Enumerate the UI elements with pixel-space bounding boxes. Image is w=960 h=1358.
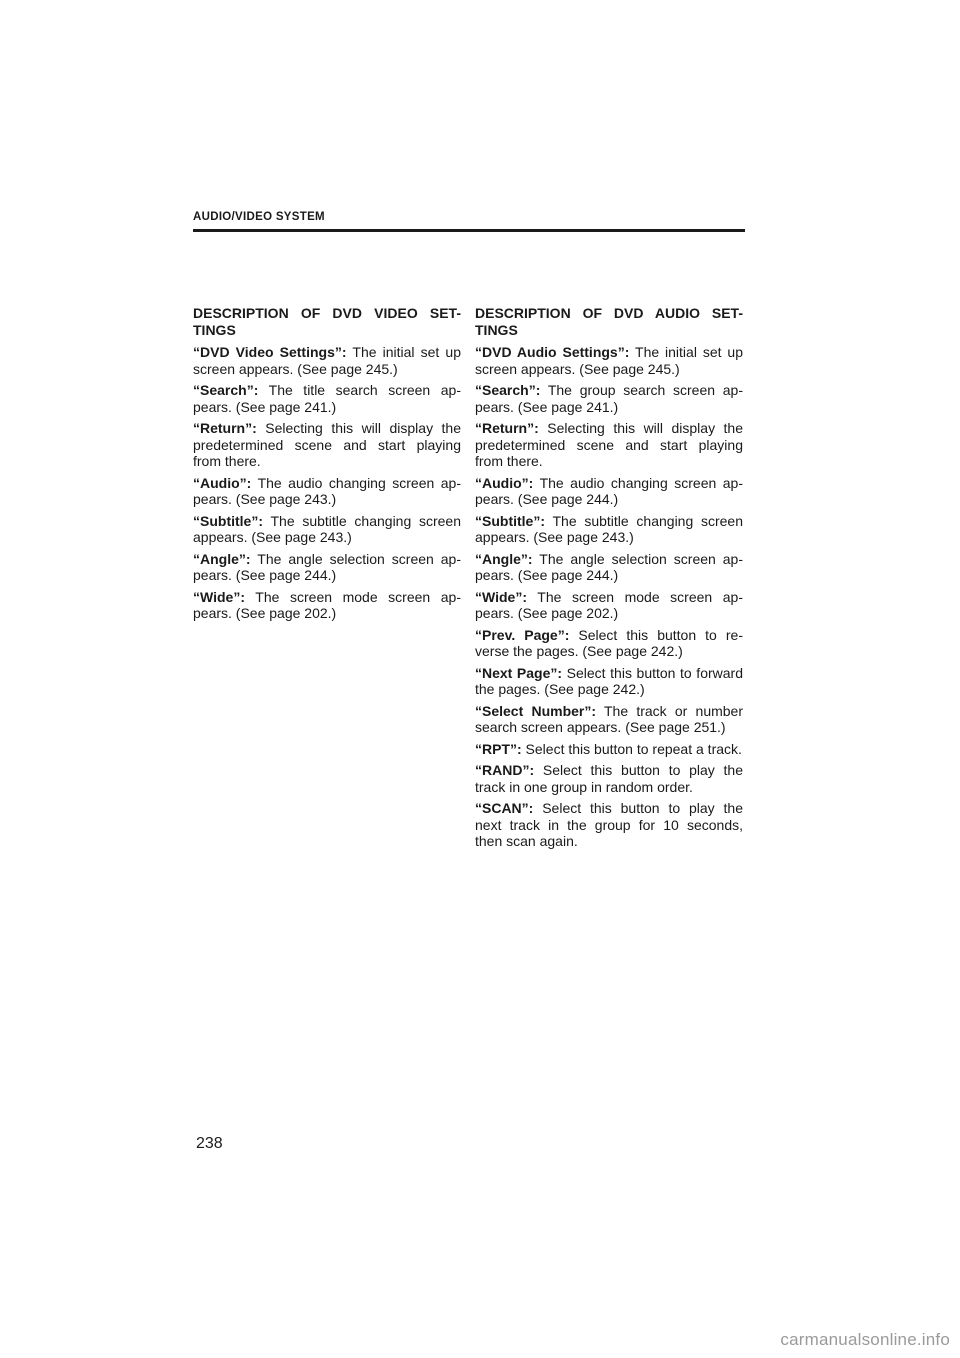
entry-text: The audio changing screen ap-pears. (See page 244.): [475, 474, 743, 507]
entry-wide: [475, 589, 743, 622]
entry-term: “Next Page”:: [475, 664, 563, 681]
entry-select-number: [475, 703, 743, 736]
entry-text: The screen mode screen ap-pears. (See page 202.): [193, 588, 461, 621]
entry-dvd-audio-settings: [475, 344, 743, 377]
entry-text: The title search screen ap-pears. (See page 241.): [193, 382, 461, 415]
entry-term: “Subtitle”:: [475, 512, 545, 529]
entry-rand: [475, 762, 743, 795]
entry-prev-page: [475, 627, 743, 660]
entry-term: “Subtitle”:: [193, 512, 263, 529]
entry-term: “Wide”:: [475, 588, 527, 605]
header-rule: [193, 229, 745, 232]
watermark: carmanualsonline.info: [780, 1330, 950, 1349]
entry-text: Select this button to re-verse the pages. (See page 242.): [475, 626, 743, 659]
entry-rpt: [475, 741, 743, 758]
dvd-audio-entries: [475, 344, 743, 850]
entry-angle: [193, 551, 461, 584]
entry-text: Selecting this will display the predetermined scene and start playing from there.: [475, 420, 743, 469]
entry-term: “DVD Audio Settings”:: [475, 344, 630, 360]
entry-angle: [475, 551, 743, 584]
entry-term: “Select Number”:: [475, 702, 597, 719]
page-number: 238: [196, 1135, 223, 1152]
page-header: [193, 208, 745, 232]
entry-text: The group search screen ap-pears. (See page 241.): [475, 382, 743, 415]
dvd-video-settings-column: [193, 305, 461, 627]
entry-term: “Search”:: [475, 382, 541, 398]
entry-subtitle: [475, 513, 743, 546]
entry-dvd-video-settings: [193, 344, 461, 377]
entry-term: “RPT”:: [475, 740, 522, 757]
dvd-audio-heading: DESCRIPTION OF DVD AUDIO SET-TINGS: [475, 305, 743, 338]
entry-text: Selecting this will display the predetermined scene and start playing from there.: [193, 420, 461, 469]
dvd-video-entries: [193, 344, 461, 622]
entry-term: “SCAN”:: [475, 800, 534, 816]
entry-text: The angle selection screen ap-pears. (See page 244.): [475, 550, 743, 583]
entry-audio: [475, 475, 743, 508]
entry-term: “RAND”:: [475, 762, 535, 778]
entry-term: “Angle”:: [475, 550, 533, 567]
entry-text: The initial set up screen appears. (See page 245.): [475, 344, 743, 377]
entry-text: The initial set up screen appears. (See page 245.): [193, 344, 461, 377]
entry-search: [193, 382, 461, 415]
entry-term: “Return”:: [475, 420, 539, 436]
entry-text: Select this button to repeat a track.: [521, 740, 742, 757]
entry-text: Select this button to play the next track in the group for 10 seconds, then scan again.: [475, 800, 743, 849]
entry-text: The track or number search screen appears. (See page 251.): [475, 702, 744, 735]
entry-term: “Audio”:: [475, 474, 534, 491]
entry-text: The subtitle changing screen appears. (See page 243.): [475, 512, 743, 545]
section-title: AUDIO/VIDEO SYSTEM: [193, 211, 325, 223]
entry-return: [193, 420, 461, 470]
entry-return: [475, 420, 743, 470]
entry-term: “Audio”:: [193, 474, 252, 491]
dvd-audio-settings-column: [475, 305, 743, 855]
dvd-video-heading: DESCRIPTION OF DVD VIDEO SET-TINGS: [193, 305, 461, 338]
entry-search: [475, 382, 743, 415]
entry-text: Select this button to play the track in one group in random order.: [475, 762, 743, 795]
entry-text: The angle selection screen ap-pears. (See page 244.): [193, 550, 461, 583]
entry-term: “Prev. Page”:: [475, 626, 570, 643]
entry-term: “DVD Video Settings”:: [193, 344, 347, 360]
entry-text: The subtitle changing screen appears. (See page 243.): [193, 512, 461, 545]
entry-text: Select this button to forward the pages. (See page 242.): [475, 664, 743, 697]
entry-next-page: [475, 665, 743, 698]
entry-term: “Angle”:: [193, 550, 251, 567]
entry-term: “Return”:: [193, 420, 257, 436]
entry-audio: [193, 475, 461, 508]
entry-scan: [475, 800, 743, 850]
entry-text: The screen mode screen ap-pears. (See page 202.): [475, 588, 743, 621]
entry-term: “Wide”:: [193, 588, 245, 605]
entry-subtitle: [193, 513, 461, 546]
entry-wide: [193, 589, 461, 622]
entry-text: The audio changing screen ap-pears. (See page 243.): [193, 474, 461, 507]
entry-term: “Search”:: [193, 382, 259, 398]
